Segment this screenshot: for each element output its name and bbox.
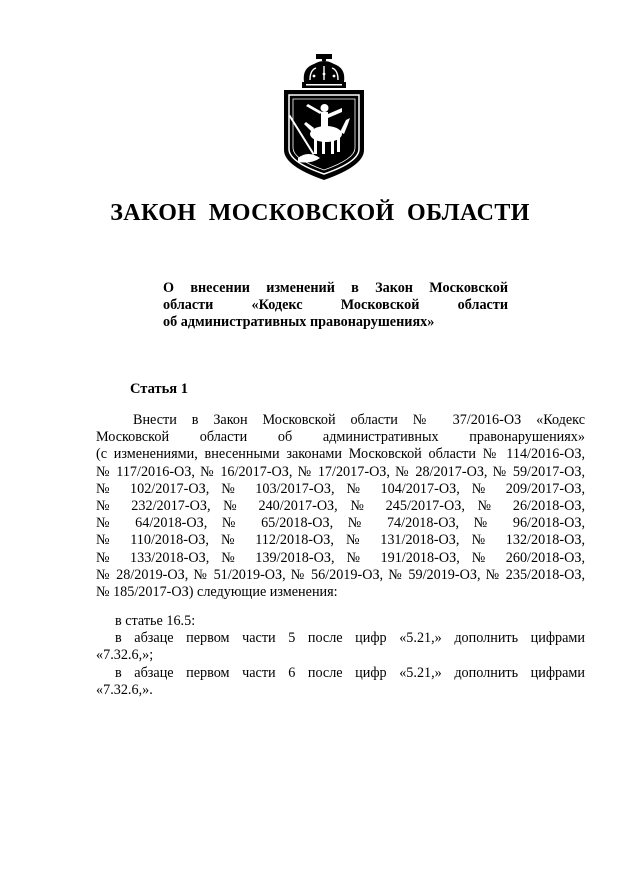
paragraph-line: № 117/2016-ОЗ, № 16/2017-ОЗ, № 17/2017-ОЗ, № 28/2017-ОЗ, № 59/2017-ОЗ, [96,463,585,480]
paragraph-line: № 28/2019-ОЗ, № 51/2019-ОЗ, № 56/2019-ОЗ, № 59/2019-ОЗ, № 235/2018-ОЗ, [96,566,585,583]
amendments-list [96,613,585,699]
crown-icon [302,54,346,88]
subject-line: об административных правонарушениях» [163,314,435,330]
amendment-line: в абзаце первом части 5 после цифр «5.21,» дополнить цифрами [115,630,585,647]
paragraph-line: Московской области об административных правонарушениях» [96,429,585,446]
law-title: ЗАКОН МОСКОВСКОЙ ОБЛАСТИ [110,200,530,226]
article-main-paragraph [96,412,585,601]
moscow-oblast-coat-of-arms-icon [276,54,372,184]
amendment-line: в статье 16.5: [115,613,196,629]
paragraph-line: № 185/2017-ОЗ) следующие изменения: [96,584,338,601]
subject-line: области «Кодекс Московской области [163,297,508,313]
paragraph-line: (с изменениями, внесенными законами Московской области № 114/2016-ОЗ, [96,446,585,463]
amendment-line: «7.32.6,». [96,681,153,698]
law-subject [163,280,508,331]
paragraph-line: № 64/2018-ОЗ, № 65/2018-ОЗ, № 74/2018-ОЗ, № 96/2018-ОЗ, [96,515,585,532]
amendment-line: в абзаце первом части 6 после цифр «5.21,» дополнить цифрами [115,664,585,681]
paragraph-line: № 133/2018-ОЗ, № 139/2018-ОЗ, № 191/2018-ОЗ, № 260/2018-ОЗ, [96,549,585,566]
paragraph-line: № 102/2017-ОЗ, № 103/2017-ОЗ, № 104/2017-ОЗ, № 209/2017-ОЗ, [96,480,585,497]
paragraph-line: № 232/2017-ОЗ, № 240/2017-ОЗ, № 245/2017-ОЗ, № 26/2018-ОЗ, [96,498,585,515]
coat-of-arms-emblem [276,54,372,184]
subject-line: О внесении изменений в Закон Московской [163,280,508,296]
paragraph-line: № 110/2018-ОЗ, № 112/2018-ОЗ, № 131/2018-ОЗ, № 132/2018-ОЗ, [96,532,585,549]
article-heading: Статья 1 [130,381,188,397]
paragraph-line: Внести в Закон Московской области № 37/2016-ОЗ «Кодекс [133,412,585,428]
amendment-line: «7.32.6,»; [96,647,154,664]
